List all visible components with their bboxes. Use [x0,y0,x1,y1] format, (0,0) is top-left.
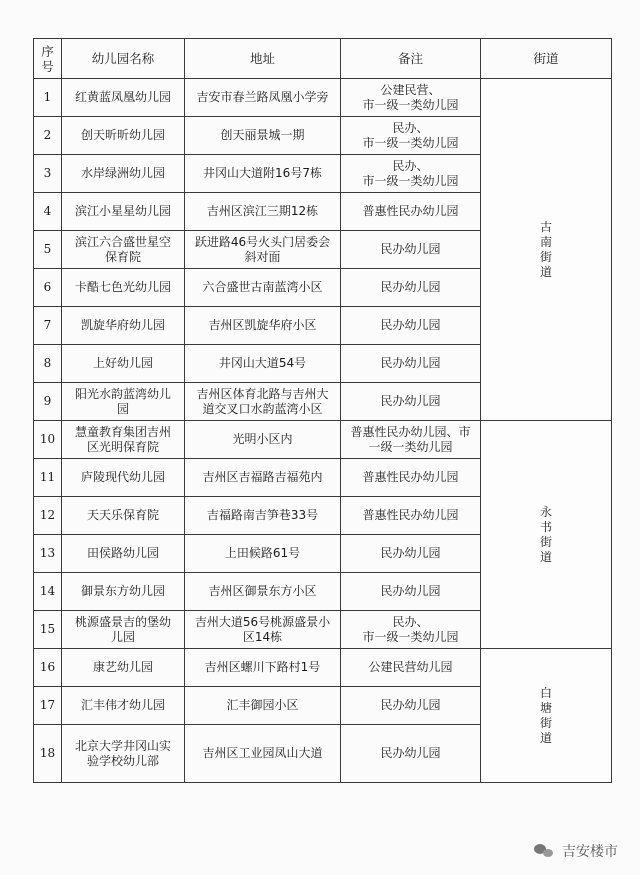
seq-cell: 6 [34,269,62,307]
address-cell: 吉州区工业园凤山大道 [185,725,341,783]
seq-cell: 17 [34,687,62,725]
name-cell: 红黄蓝凤凰幼儿园 [62,79,185,117]
name-cell: 上好幼儿园 [62,345,185,383]
header-name: 幼儿园名称 [62,39,185,79]
seq-cell: 2 [34,117,62,155]
street-char: 街 [539,534,552,549]
seq-cell: 14 [34,573,62,611]
street-char: 南 [539,234,552,249]
seq-cell: 9 [34,383,62,421]
address-cell: 吉州区凯旋华府小区 [185,307,341,345]
address-cell: 吉福路南吉笋巷33号 [185,497,341,535]
seq-cell: 5 [34,231,62,269]
note-cell: 民办、 市一级一类幼儿园 [341,117,481,155]
note-cell: 普惠性民办幼儿园 [341,193,481,231]
address-cell: 光明小区内 [185,421,341,459]
name-cell: 北京大学井冈山实 验学校幼儿部 [62,725,185,783]
street-cell [481,79,612,421]
street-char: 白 [539,685,552,700]
table-row [34,649,612,687]
street-char: 道 [539,549,552,564]
address-cell: 吉州区螺川下路村1号 [185,649,341,687]
note-cell: 民办幼儿园 [341,269,481,307]
note-cell: 民办幼儿园 [341,345,481,383]
name-cell: 桃源盛景吉的堡幼 儿园 [62,611,185,649]
address-cell: 吉安市春兰路凤凰小学旁 [185,79,341,117]
table-body [34,79,612,783]
watermark [534,841,618,861]
address-cell: 吉州区体育北路与吉州大 道交叉口水韵蓝湾小区 [185,383,341,421]
seq-cell: 7 [34,307,62,345]
address-cell: 吉州区滨江三期12栋 [185,193,341,231]
header-row [34,39,612,79]
table-row [34,79,612,117]
note-cell: 民办幼儿园 [341,725,481,783]
table-row [34,421,612,459]
kindergarten-table [33,38,612,783]
name-cell: 创天昕昕幼儿园 [62,117,185,155]
name-cell: 水岸绿洲幼儿园 [62,155,185,193]
header-note: 备注 [341,39,481,79]
seq-cell: 15 [34,611,62,649]
note-cell: 民办幼儿园 [341,687,481,725]
seq-cell: 12 [34,497,62,535]
seq-cell: 18 [34,725,62,783]
address-cell: 井冈山大道54号 [185,345,341,383]
street-char: 古 [539,219,552,234]
address-cell: 井冈山大道附16号7栋 [185,155,341,193]
address-cell: 跃进路46号火头门居委会 斜对面 [185,231,341,269]
address-cell: 上田候路61号 [185,535,341,573]
seq-cell: 1 [34,79,62,117]
note-cell: 民办、 市一级一类幼儿园 [341,611,481,649]
name-cell: 滨江小星星幼儿园 [62,193,185,231]
street-char: 书 [539,519,552,534]
wechat-icon [534,844,556,858]
name-cell: 御景东方幼儿园 [62,573,185,611]
seq-cell: 3 [34,155,62,193]
account-name: 吉安楼市 [562,844,618,860]
seq-cell: 4 [34,193,62,231]
header-seq: 序 号 [34,39,62,79]
address-cell: 创天丽景城一期 [185,117,341,155]
address-cell: 汇丰御园小区 [185,687,341,725]
note-cell: 公建民营幼儿园 [341,649,481,687]
name-cell: 庐陵现代幼儿园 [62,459,185,497]
name-cell: 汇丰伟才幼儿园 [62,687,185,725]
street-char: 街 [539,249,552,264]
name-cell: 卡酷七色光幼儿园 [62,269,185,307]
street-char: 街 [539,715,552,730]
street-char: 塘 [539,700,552,715]
street-cell [481,421,612,649]
name-cell: 慧童教育集团吉州 区光明保育院 [62,421,185,459]
note-cell: 普惠性民办幼儿园 [341,497,481,535]
name-cell: 滨江六合盛世星空 保育院 [62,231,185,269]
seq-cell: 10 [34,421,62,459]
street-char: 道 [539,264,552,279]
note-cell: 民办幼儿园 [341,383,481,421]
note-cell: 公建民营、 市一级一类幼儿园 [341,79,481,117]
address-cell: 吉州区吉福路吉福苑内 [185,459,341,497]
note-cell: 民办幼儿园 [341,307,481,345]
address-cell: 吉州区御景东方小区 [185,573,341,611]
note-cell: 普惠性民办幼儿园 [341,459,481,497]
note-cell: 民办幼儿园 [341,231,481,269]
seq-cell: 16 [34,649,62,687]
address-cell: 六合盛世古南蓝湾小区 [185,269,341,307]
address-cell: 吉州大道56号桃源盛景小 区14栋 [185,611,341,649]
name-cell: 天天乐保育院 [62,497,185,535]
note-cell: 民办幼儿园 [341,535,481,573]
note-cell: 民办、 市一级一类幼儿园 [341,155,481,193]
seq-cell: 8 [34,345,62,383]
street-cell [481,649,612,783]
header-address: 地址 [185,39,341,79]
name-cell: 凯旋华府幼儿园 [62,307,185,345]
note-cell: 民办幼儿园 [341,573,481,611]
street-char: 永 [539,504,552,519]
street-char: 道 [539,730,552,745]
note-cell: 普惠性民办幼儿园、市 一级一类幼儿园 [341,421,481,459]
header-street: 街道 [481,39,612,79]
name-cell: 康艺幼儿园 [62,649,185,687]
name-cell: 田侯路幼儿园 [62,535,185,573]
seq-cell: 11 [34,459,62,497]
seq-cell: 13 [34,535,62,573]
name-cell: 阳光水韵蓝湾幼儿 园 [62,383,185,421]
